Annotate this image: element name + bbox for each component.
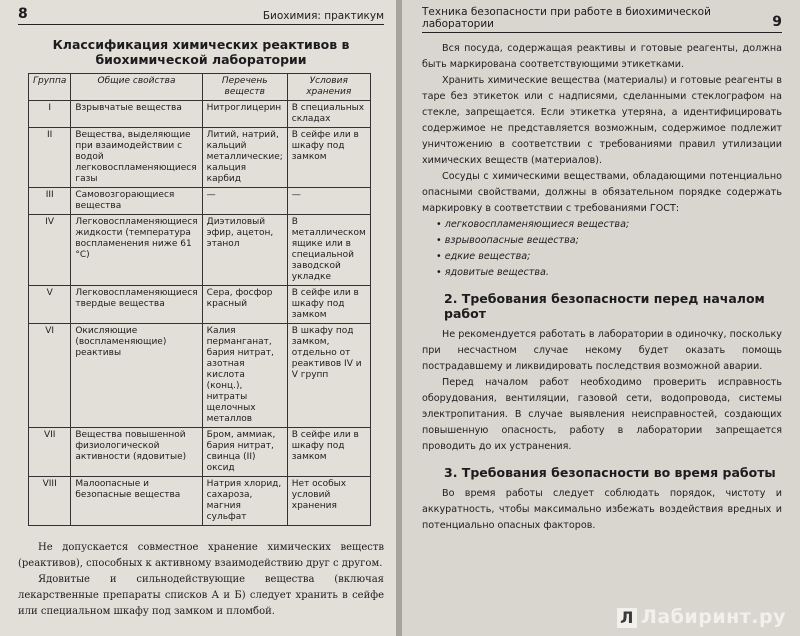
paragraph: Ядовитые и сильнодействующие вещества (включая лекарственные препараты списков А и Б) следует хранить в сейфе или специальном шкафу под замком и пломбой.: [18, 574, 384, 617]
paragraph: Перед началом работ необходимо проверить исправность оборудования, вентиляции, газовой сети, водопровода, системы электропитания. В случае выявления неисправностей, создающих повышенную опасность, работу в лаборатории запрещается проводить до их устранения.: [422, 377, 782, 452]
list-item: • ядовитые вещества.: [436, 265, 782, 281]
cell-storage: В специальных складах: [287, 101, 370, 128]
section-3-title: 3. Требования безопасности во время работы: [444, 465, 776, 480]
cell-properties: Легковоспламеняющиеся жидкости (температура воспламенения ниже 61 °С): [71, 215, 202, 286]
cell-substances: —: [202, 188, 287, 215]
cell-group: II: [29, 128, 71, 188]
header-group: Группа: [29, 74, 71, 101]
reagent-classification-table: [28, 73, 371, 526]
header-substances: Перечень веществ: [202, 74, 287, 101]
table-row: [29, 188, 371, 215]
cell-group: III: [29, 188, 71, 215]
paragraph: Вся посуда, содержащая реактивы и готовые реагенты, должна быть маркирована соответствующими этикетками.: [422, 43, 782, 70]
paragraph: Хранить химические вещества (материалы) и готовые реагенты в таре без этикеток или с надписями, сделанными стеклографом на стекле, запрещается. Если этикетка утеряна, а идентифицировать содержимое не представляется возможным, содержимое подлежит уничтожению в соответствии с требованиями правил утилизации химических веществ (материалов).: [422, 75, 782, 166]
cell-properties: Легковоспламеняющиеся твердые вещества: [71, 286, 202, 324]
cell-group: VII: [29, 428, 71, 477]
cell-storage: —: [287, 188, 370, 215]
right-body-text: [422, 41, 782, 534]
cell-substances: Литий, натрий, кальций металлические; кальция карбид: [202, 128, 287, 188]
header-storage: Условия хранения: [287, 74, 370, 101]
table-title: Классификация химических реактивов в биохимической лаборатории: [52, 37, 350, 67]
cell-group: VIII: [29, 477, 71, 526]
running-header-left: [18, 6, 384, 25]
section-2-title: 2. Требования безопасности перед началом работ: [444, 291, 765, 321]
cell-storage: В сейфе или в шкафу под замком: [287, 428, 370, 477]
cell-properties: Вещества, выделяющие при взаимодействии с водой легковоспламеняющиеся газы: [71, 128, 202, 188]
table-row: [29, 215, 371, 286]
paragraph: Не рекомендуется работать в лаборатории в одиночку, поскольку при несчастном случае некому будет оказать помощь пострадавшему и ликвидировать последствия возможной аварии.: [422, 329, 782, 372]
cell-properties: Вещества повышенной физиологической активности (ядовитые): [71, 428, 202, 477]
running-header-right: [422, 6, 782, 33]
page-number-right: 9: [772, 14, 782, 30]
cell-substances: Нитроглицерин: [202, 101, 287, 128]
right-page: [402, 0, 800, 636]
table-header-row: [29, 74, 371, 101]
left-page: [0, 0, 398, 636]
cell-storage: В металлическом ящике или в специальной заводской укладке: [287, 215, 370, 286]
watermark-logo: [617, 606, 786, 628]
running-head-right: Техника безопасности при работе в биохимической лаборатории: [422, 6, 711, 30]
cell-properties: Малоопасные и безопасные вещества: [71, 477, 202, 526]
list-item: • взрывоопасные вещества;: [436, 233, 782, 249]
cell-substances: Сера, фосфор красный: [202, 286, 287, 324]
cell-properties: Самовозгорающиеся вещества: [71, 188, 202, 215]
paragraph: Не допускается совместное хранение химических веществ (реактивов), способных к активному взаимодействию друг с другом.: [18, 542, 384, 569]
cell-substances: Бром, аммиак, бария нитрат, свинца (II) оксид: [202, 428, 287, 477]
cell-group: V: [29, 286, 71, 324]
header-properties: Общие свойства: [71, 74, 202, 101]
cell-substances: Натрия хлорид, сахароза, магния сульфат: [202, 477, 287, 526]
cell-substances: Диэтиловый эфир, ацетон, этанол: [202, 215, 287, 286]
cell-storage: В сейфе или в шкафу под замком: [287, 286, 370, 324]
cell-storage: В сейфе или в шкафу под замком: [287, 128, 370, 188]
cell-properties: Взрывчатые вещества: [71, 101, 202, 128]
cell-storage: Нет особых условий хранения: [287, 477, 370, 526]
cell-group: I: [29, 101, 71, 128]
cell-group: VI: [29, 324, 71, 428]
hazard-list: [436, 217, 782, 281]
table-row: [29, 101, 371, 128]
left-body-text: [18, 540, 384, 620]
list-item: • едкие вещества;: [436, 249, 782, 265]
list-item: • легковоспламеняющиеся вещества;: [436, 217, 782, 233]
page-number-left: 8: [18, 6, 28, 22]
paragraph: Сосуды с химическими веществами, обладающими потенциально опасными свойствами, должны в обязательном порядке содержать маркировку в соответствии с требованиями ГОСТ:: [422, 171, 782, 214]
table-row: [29, 324, 371, 428]
paragraph: Во время работы следует соблюдать порядок, чистоту и аккуратность, чтобы максимально избежать воздействия вредных и потенциально опасных факторов.: [422, 488, 782, 531]
table-row: [29, 477, 371, 526]
table-row: [29, 286, 371, 324]
cell-substances: Калия перманганат, бария нитрат, азотная кислота (конц.), нитраты щелочных металлов: [202, 324, 287, 428]
running-head-left: Биохимия: практикум: [262, 10, 384, 22]
cell-properties: Окисляющие (воспламеняющие) реактивы: [71, 324, 202, 428]
labirint-logo-icon: Л: [617, 608, 637, 628]
table-row: [29, 428, 371, 477]
cell-group: IV: [29, 215, 71, 286]
watermark-text: Лабиринт.ру: [641, 606, 786, 628]
cell-storage: В шкафу под замком, отдельно от реактивов IV и V групп: [287, 324, 370, 428]
table-row: [29, 128, 371, 188]
